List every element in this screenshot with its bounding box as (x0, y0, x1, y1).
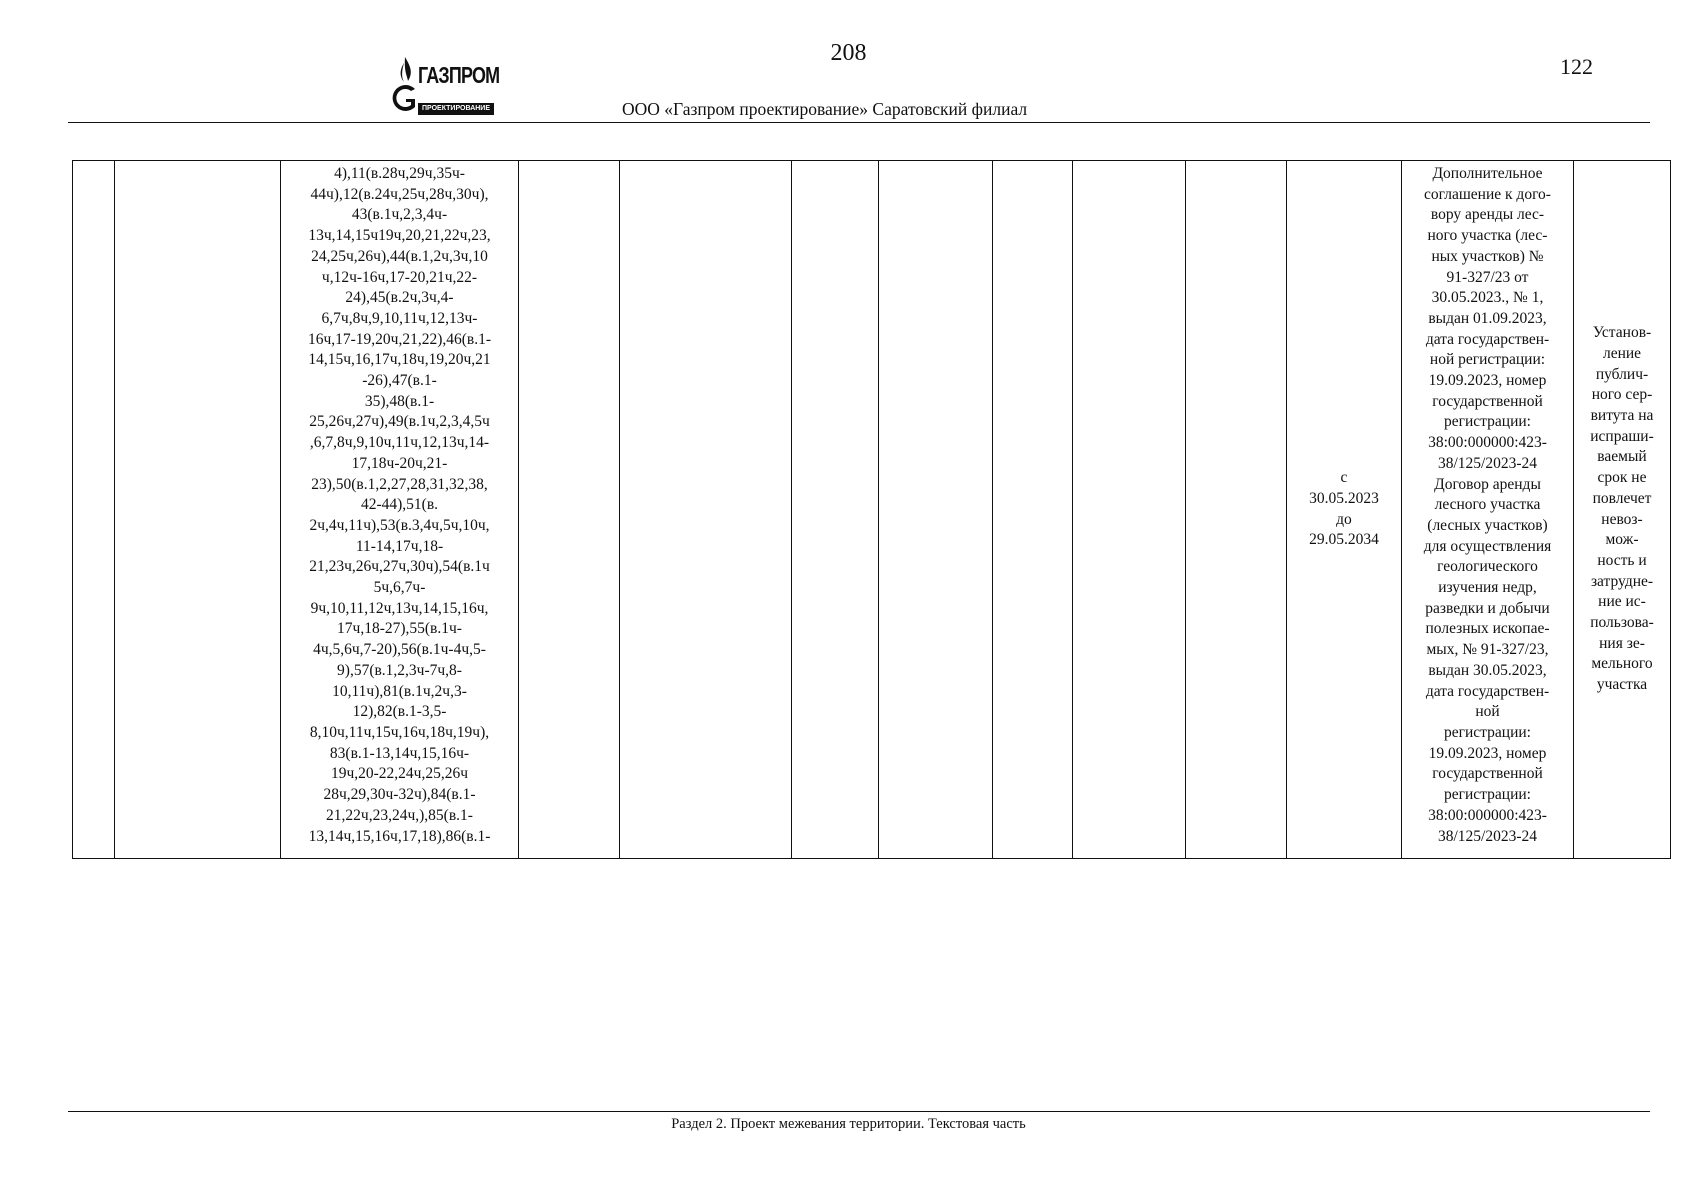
document-line: регистрации: (1444, 723, 1531, 741)
document-line: (лесных участков) (1427, 516, 1548, 534)
quarters-line: 14,15ч,16,17ч,18ч,19,20ч,21 (308, 351, 491, 369)
document-line: 38:00:000000:423- (1428, 806, 1547, 824)
quarters-line: 83(в.1-13,14ч,15,16ч- (329, 744, 470, 762)
basis-line: ление (1602, 344, 1642, 362)
quarters-line: 11-14,17ч,18- (355, 537, 444, 555)
footer-text: Раздел 2. Проект межевания территории. Текстовая часть (671, 1116, 1026, 1132)
document-line: 19.09.2023, номер (1428, 372, 1547, 390)
table-cell-empty (620, 161, 792, 859)
quarters-line: 23),50(в.1,2,27,28,31,32,38, (311, 475, 488, 493)
table-row (73, 161, 1671, 859)
logo-wordmark: ГАЗПРОМ (418, 62, 500, 88)
document-line: соглашение к дого- (1424, 185, 1551, 203)
table-cell-object (115, 161, 281, 859)
quarters-line: -26),47(в.1- (362, 372, 437, 390)
document-line: ного участка (лес- (1427, 227, 1548, 245)
term-line: 30.05.2023 (1309, 489, 1379, 507)
quarters-line: 28ч,29,30ч-32ч),84(в.1- (323, 786, 476, 804)
quarters-line: 4ч,5,6ч,7-20),56(в.1ч-4ч,5- (313, 641, 486, 659)
document-line: государственной (1432, 765, 1543, 783)
quarters-line: 16ч,17-19,20ч,21,22),46(в.1- (307, 330, 492, 348)
table-cell-number (73, 161, 115, 859)
document-line: разведки и добычи (1425, 599, 1550, 617)
document-line: геологического (1437, 558, 1538, 576)
term-line: 29.05.2034 (1309, 531, 1379, 549)
document-line: выдан 30.05.2023, (1428, 661, 1547, 679)
document-line: 38/125/2023-24 (1437, 454, 1538, 472)
basis-line: ного сер- (1591, 386, 1653, 404)
basis-line: повлечет (1592, 489, 1652, 507)
document-line: 91-327/23 от (1446, 268, 1529, 286)
document-line: 38/125/2023-24 (1437, 827, 1538, 845)
document-line: регистрации: (1444, 413, 1531, 431)
basis-line: мож- (1605, 531, 1639, 549)
basis-line: испраши- (1590, 427, 1654, 445)
document-line: регистрации: (1444, 786, 1531, 804)
sheet-number: 122 (1560, 54, 1593, 79)
document-line: 30.05.2023., № 1, (1431, 289, 1544, 307)
quarters-line: 17ч,18-27),55(в.1ч- (337, 620, 462, 638)
basis-line: участка (1596, 676, 1648, 694)
table-cell-basis (1574, 161, 1671, 859)
basis-line: витута на (1590, 406, 1654, 424)
page-number: 208 (830, 40, 867, 66)
table-cell-empty (993, 161, 1073, 859)
logo-subtitle: ПРОЕКТИРОВАНИЕ (418, 103, 494, 115)
table-cell-term (1287, 161, 1402, 859)
quarters-line: 25,26ч,27ч),49(в.1ч,2,3,4,5ч (309, 413, 490, 431)
quarters-line: 13,14ч,15,16ч,17,18),86(в.1- (308, 827, 491, 845)
basis-line: ваемый (1597, 448, 1647, 466)
document-line: полезных ископае- (1425, 620, 1550, 638)
basis-line: ние ис- (1598, 593, 1646, 611)
table-cell-empty (792, 161, 879, 859)
header-divider (68, 122, 1650, 123)
table-cell-empty (879, 161, 993, 859)
basis-line: ния зе- (1599, 634, 1645, 652)
basis-line: мельного (1591, 655, 1653, 673)
basis-line: публич- (1595, 365, 1649, 383)
document-line: вору аренды лес- (1430, 206, 1545, 224)
document-line: Договор аренды (1434, 475, 1541, 493)
quarters-line: 10,11ч),81(в.1ч,2ч,3- (332, 682, 467, 700)
document-line: ных участков) № (1431, 247, 1544, 265)
document-line: ной регистрации: (1429, 351, 1546, 369)
quarters-line: 8,10ч,11ч,15ч,16ч,18ч,19ч), (309, 723, 490, 741)
quarters-line: 12),82(в.1-3,5- (352, 703, 447, 721)
quarters-line: 9ч,10,11,12ч,13ч,14,15,16ч, (310, 599, 489, 617)
quarters-line: 13ч,14,15ч19ч,20,21,22ч,23, (308, 227, 491, 245)
basis-line: срок не (1597, 469, 1647, 487)
document-line: лесного участка (1434, 496, 1541, 514)
document-line: выдан 01.09.2023, (1428, 309, 1547, 327)
organization-name: ООО «Газпром проектирование» Саратовский филиал (622, 99, 1028, 119)
term-line: с (1340, 469, 1348, 487)
quarters-line: 17,18ч-20ч,21- (351, 454, 448, 472)
quarters-line: 42-44),51(в. (360, 496, 439, 514)
basis-line: Установ- (1592, 324, 1652, 342)
basis-line: затрудне- (1590, 572, 1654, 590)
table-cell-empty (519, 161, 620, 859)
quarters-line: 24),45(в.2ч,3ч,4- (345, 289, 454, 307)
gazprom-logo (385, 55, 500, 120)
quarters-line: 21,23ч,26ч,27ч,30ч),54(в.1ч (309, 558, 490, 576)
document-line: мых, № 91-327/23, (1426, 641, 1549, 659)
document-line: государственной (1432, 392, 1543, 410)
document-line: дата государствен- (1425, 682, 1550, 700)
table-cell-empty (1073, 161, 1186, 859)
basis-line: невоз- (1601, 510, 1643, 528)
quarters-line: 19ч,20-22,24ч,25,26ч (330, 765, 469, 783)
footer-divider (68, 1111, 1650, 1112)
document-line: 19.09.2023, номер (1428, 744, 1547, 762)
basis-line: ность и (1597, 551, 1647, 569)
quarters-line: 5ч,6,7ч- (373, 579, 426, 597)
quarters-line: 9),57(в.1,2,3ч-7ч,8- (337, 661, 462, 679)
table-cell-quarters (281, 161, 519, 859)
quarters-line: 44ч),12(в.24ч,25ч,28ч,30ч), (310, 185, 489, 203)
quarters-line: 35),48(в.1- (364, 392, 435, 410)
document-line: 38:00:000000:423- (1428, 434, 1547, 452)
table-cell-document (1402, 161, 1574, 859)
quarters-line: ,6,7,8ч,9,10ч,11ч,12,13ч,14- (309, 434, 490, 452)
term-line: до (1336, 510, 1352, 528)
basis-line: пользова- (1590, 614, 1654, 632)
document-line: дата государствен- (1425, 330, 1550, 348)
table-cell-empty (1186, 161, 1287, 859)
document-line: ной (1475, 703, 1500, 721)
quarters-line: 6,7ч,8ч,9,10,11ч,12,13ч- (321, 309, 478, 327)
document-line: Дополнительное (1432, 165, 1543, 182)
quarters-line: 24,25ч,26ч),44(в.1,2ч,3ч,10 (311, 247, 488, 265)
quarters-line: ч,12ч-16ч,17-20,21ч,22- (321, 268, 478, 286)
easement-table (72, 160, 1671, 859)
quarters-line: 43(в.1ч,2,3,4ч- (351, 206, 448, 224)
quarters-line: 21,22ч,23,24ч,),85(в.1- (326, 806, 473, 824)
quarters-line: 4),11(в.28ч,29ч,35ч- (334, 165, 465, 182)
document-line: для осуществления (1423, 537, 1552, 555)
document-line: изучения недр, (1438, 579, 1537, 597)
quarters-line: 2ч,4ч,11ч),53(в.3,4ч,5ч,10ч, (309, 516, 490, 534)
